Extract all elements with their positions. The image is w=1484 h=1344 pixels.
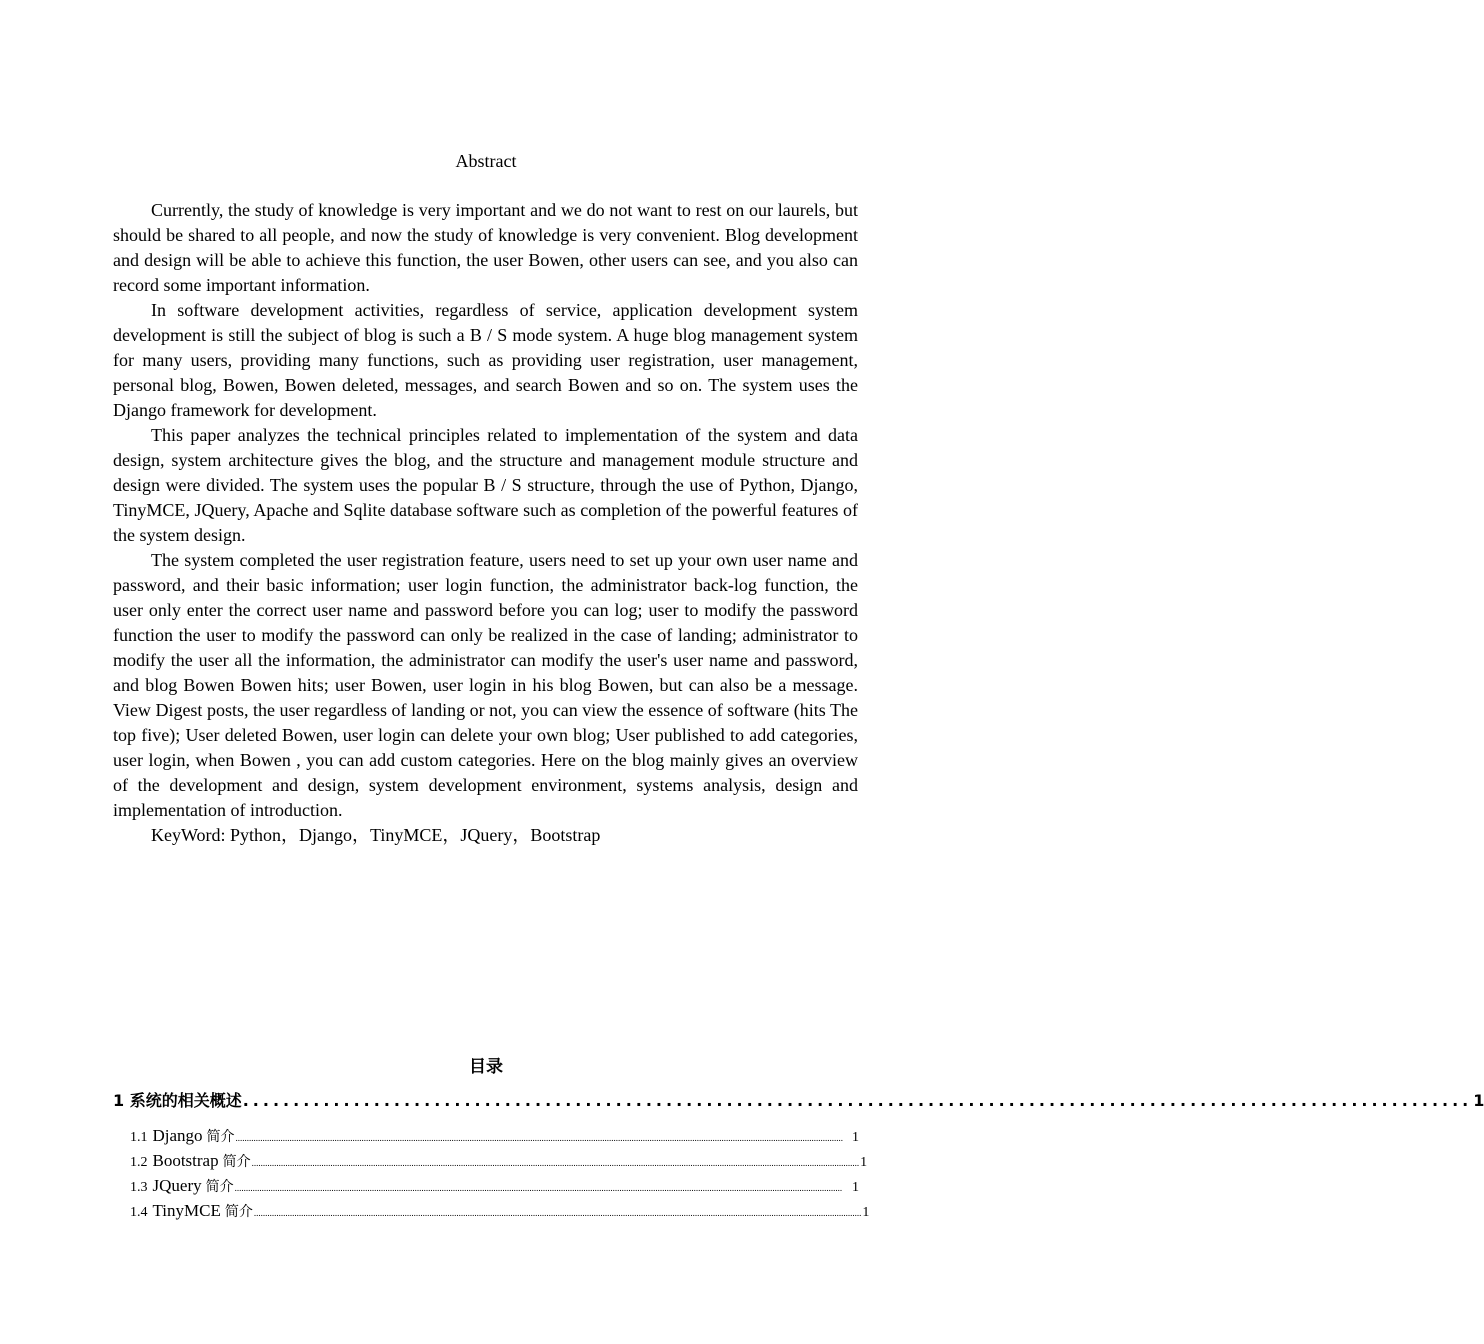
toc-page-number: 1 (860, 1155, 868, 1170)
toc-title: 目录 (469, 1057, 503, 1077)
toc-section-number: 1.1 (130, 1130, 148, 1145)
toc-section-name: Django (152, 1126, 203, 1145)
toc-section-name: JQuery (152, 1176, 202, 1195)
abstract-body (113, 198, 858, 848)
toc-entry-section[interactable] (130, 1175, 859, 1199)
toc-page-number: 1 (1473, 1091, 1484, 1110)
abstract-paragraph: In software development activities, regardless of service, application development system development is still the subject of blog is such a B / S mode system. A huge blog management system for many users, providing many functions, such as providing user registration, user management, personal blog, Bowen, Bowen deleted, messages, and search Bowen and so on. The system uses the Django framework for development. (113, 300, 858, 420)
toc-section-number: 1.3 (130, 1180, 148, 1195)
keywords-line: KeyWord: Python，Django，TinyMCE，JQuery，Bootstrap (151, 825, 601, 845)
toc-page-number: 1 (852, 1180, 859, 1195)
toc-section-suffix: 简介 (224, 1204, 253, 1220)
toc-section-suffix: 简介 (205, 1179, 234, 1195)
toc-entry-section[interactable] (130, 1150, 868, 1174)
toc-leader-dots: .............................................................................................................................................................................................................................................................................. (253, 1208, 862, 1218)
toc-entry-section[interactable] (130, 1125, 859, 1149)
toc-section-suffix: 简介 (222, 1154, 251, 1170)
toc-section-number: 1.4 (130, 1205, 148, 1220)
toc-page-number: 1 (862, 1205, 870, 1220)
toc-leader-dots: .......................................................................................................................... (242, 1091, 1473, 1110)
abstract-title: Abstract (455, 151, 517, 171)
toc-entry-label: 1 系统的相关概述 (113, 1091, 242, 1110)
abstract-paragraph: The system completed the user registration feature, users need to set up your own user name and password, and their basic information; user login function, the administrator back-log function, the user only enter the correct user name and password before you can log; user to modify the password function the user to modify the password can only be realized in the case of landing; administrator to modify the user all the information, the administrator can modify the user's user name and password, and blog Bowen Bowen hits; user Bowen, user login in his blog Bowen, but can also be a message. View Digest posts, the user regardless of landing or not, you can view the essence of software (hits The top five); User deleted Bowen, user login can delete your own blog; User published to add categories, user login, when Bowen , you can add custom categories. Here on the blog mainly gives an overview of the development and design, system development environment, systems analysis, design and implementation of introduction. (113, 550, 858, 820)
toc-leader-dots: .............................................................................................................................................................................................................................................................................. (234, 1183, 843, 1193)
toc-entry-section[interactable] (130, 1200, 870, 1224)
toc-page-number: 1 (852, 1130, 859, 1145)
abstract-paragraph: This paper analyzes the technical principles related to implementation of the system and data design, system architecture gives the blog, and the structure and management module structure and design were divided. The system uses the popular B / S structure, through the use of Python, Django, TinyMCE, JQuery, Apache and Sqlite database software such as completion of the powerful features of the system design. (113, 425, 858, 545)
abstract-paragraph: Currently, the study of knowledge is very important and we do not want to rest on our laurels, but should be shared to all people, and now the study of knowledge is very convenient. Blog development and design will be able to achieve this function, the user Bowen, other users can see, and you also can record some important information. (113, 200, 858, 295)
toc-leader-dots: .............................................................................................................................................................................................................................................................................. (251, 1158, 860, 1168)
toc-section-name: TinyMCE (152, 1201, 221, 1220)
toc-leader-dots: .............................................................................................................................................................................................................................................................................. (235, 1133, 844, 1143)
toc-section-number: 1.2 (130, 1155, 148, 1170)
toc-section-name: Bootstrap (152, 1151, 219, 1170)
toc-section-suffix: 简介 (206, 1129, 235, 1145)
toc-entry-chapter-1[interactable] (113, 1090, 1484, 1112)
